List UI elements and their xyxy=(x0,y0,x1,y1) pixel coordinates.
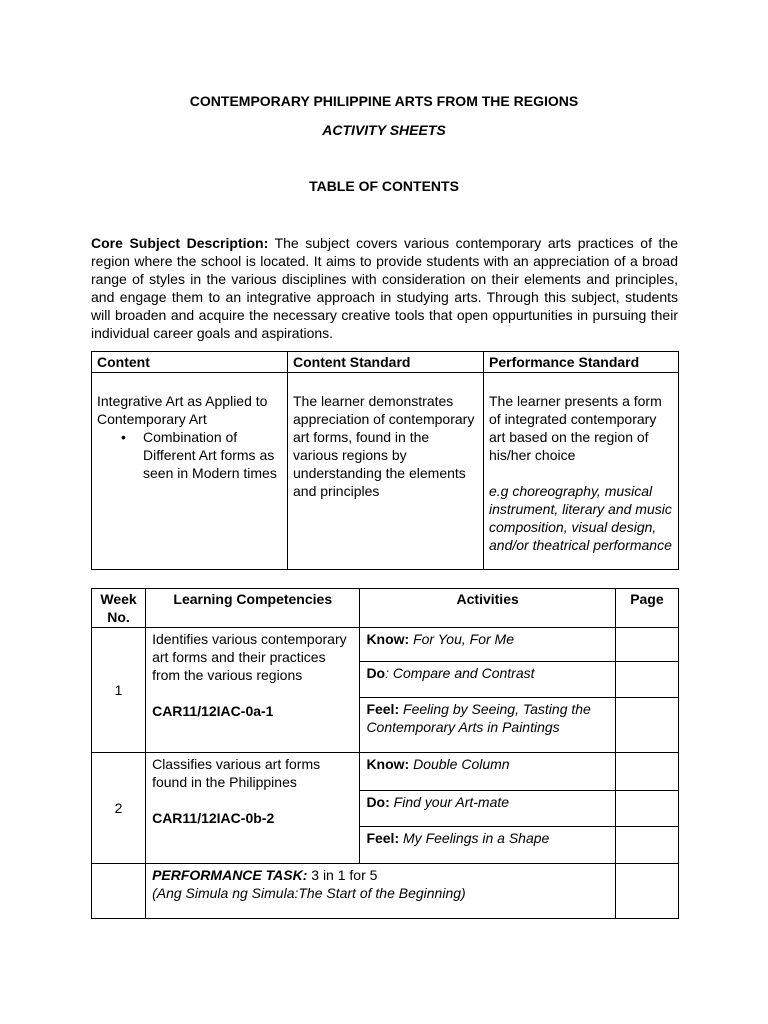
competency-code: CAR11/12IAC-0a-1 xyxy=(152,703,274,719)
content-title: Integrative Art as Applied to Contemporary Art xyxy=(97,393,268,427)
activity-cell xyxy=(360,628,615,662)
week-number: 1 xyxy=(92,628,146,753)
header-performance-standard: Performance Standard xyxy=(484,352,679,373)
header-activities: Activities xyxy=(360,589,615,628)
performance-standard-cell xyxy=(484,373,679,570)
description-text: The subject covers various contemporary arts practices of the region where the school is located. It aims to provide students with an appreciation of a broad range of styles in the various disciplines with consideration on their elements and principles, and engage them to an integrative approach in studying arts. Through this subject, students will broaden and acquire the necessary creative tools that open oppurtunities in pursuing their individual career goals and aspirations. xyxy=(91,235,678,341)
performance-standard-text: The learner presents a form of integrated contemporary art based on the region of his/her choice xyxy=(489,393,662,463)
competency-text: Classifies various art forms found in the Philippines xyxy=(152,756,321,790)
content-cell xyxy=(92,373,288,570)
page-cell xyxy=(615,864,678,919)
list-item xyxy=(121,428,282,482)
performance-task-label: PERFORMANCE TASK: xyxy=(152,867,308,883)
document-subtitle: ACTIVITY SHEETS xyxy=(322,122,446,138)
activity-label: Know: xyxy=(366,631,410,647)
activity-cell xyxy=(360,753,615,791)
page-cell xyxy=(615,827,678,864)
content-standards-table xyxy=(91,351,679,570)
activity-label: Know: xyxy=(366,756,410,772)
activity-label: Do: xyxy=(366,794,390,810)
page-cell xyxy=(615,791,678,827)
activity-title: Find your Art-mate xyxy=(389,794,510,810)
activity-cell xyxy=(360,827,615,864)
competency-cell xyxy=(146,628,360,753)
activity-title: Feeling by Seeing, Tasting the Contemporary Arts in Paintings xyxy=(366,701,591,735)
content-standard-cell xyxy=(288,373,484,570)
activity-cell xyxy=(360,662,615,698)
content-bullets xyxy=(97,428,282,482)
page-cell xyxy=(615,753,678,791)
page-cell xyxy=(615,628,678,662)
header-content: Content xyxy=(92,352,288,373)
core-subject-description xyxy=(91,234,678,342)
performance-example-text: e.g choreography, musical instrument, literary and music composition, visual design, and/or theatrical performance xyxy=(489,483,672,553)
activity-label: Feel: xyxy=(366,701,400,717)
page-cell xyxy=(615,662,678,698)
bullet-icon: • xyxy=(121,429,126,445)
competency-cell xyxy=(146,753,360,864)
activity-cell xyxy=(360,791,615,827)
document-title: CONTEMPORARY PHILIPPINE ARTS FROM THE REGIONS xyxy=(189,93,579,109)
performance-task-value: 3 in 1 for 5 xyxy=(307,867,378,883)
description-label: Core Subject Description: xyxy=(91,235,269,251)
week-number: 2 xyxy=(92,753,146,864)
activity-title: Double Column xyxy=(409,756,510,772)
content-standard-text: The learner demonstrates appreciation of contemporary art forms, found in the various regions by understanding the elements and principles xyxy=(293,393,475,499)
activity-title: For You, For Me xyxy=(409,631,514,647)
competency-text: Identifies various contemporary art forms and their practices from the various regions xyxy=(152,631,347,683)
header-week: Week No. xyxy=(92,589,146,628)
activity-label: Feel: xyxy=(366,830,400,846)
header-content-standard: Content Standard xyxy=(288,352,484,373)
activity-title: My Feelings in a Shape xyxy=(399,830,550,846)
activity-label: Do xyxy=(366,665,386,681)
page-cell xyxy=(615,698,678,753)
toc-heading: TABLE OF CONTENTS xyxy=(309,178,459,194)
competency-code: CAR11/12IAC-0b-2 xyxy=(152,810,275,826)
learning-competencies-table xyxy=(91,588,679,919)
activity-cell xyxy=(360,698,615,753)
performance-task-subtitle: (Ang Simula ng Simula:The Start of the Beginning) xyxy=(152,885,466,901)
header-competencies: Learning Competencies xyxy=(146,589,360,628)
content-bullet-text: Combination of Different Art forms as seen in Modern times xyxy=(143,429,277,481)
performance-task-cell xyxy=(146,864,616,919)
header-page: Page xyxy=(615,589,678,628)
week-number-empty xyxy=(92,864,146,919)
activity-title: : Compare and Contrast xyxy=(385,665,535,681)
